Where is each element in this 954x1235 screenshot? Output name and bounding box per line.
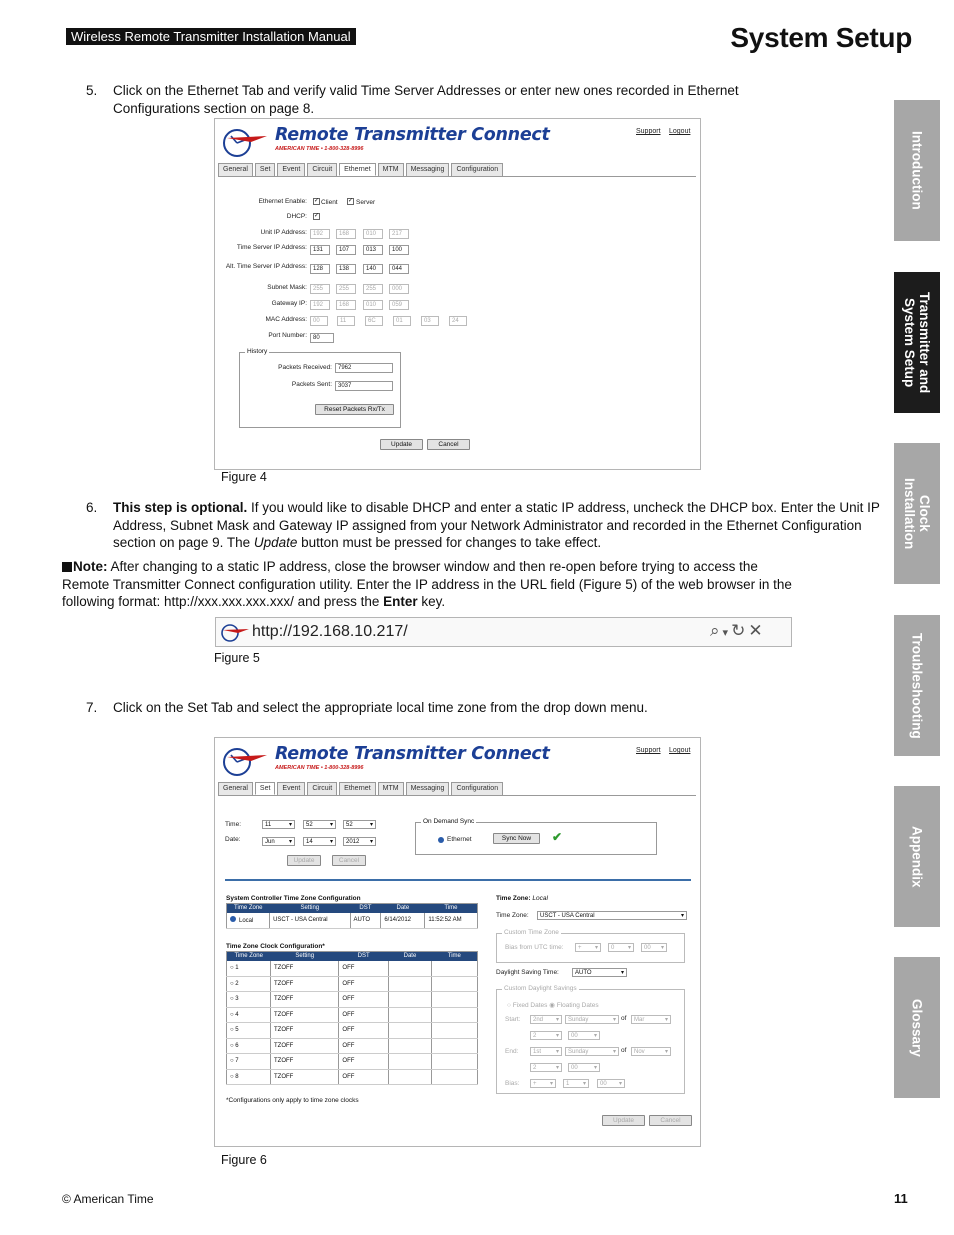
subnet-mask-octet-4[interactable]: 000 [389,284,409,294]
packets-sent-value: 3037 [335,381,393,391]
history-group [239,348,401,428]
sctz-table: Time Zone Setting DST Date Time Local USCT - USA Central AUTO 6/14/2012 11:52:52 AM [226,903,478,929]
step-7-number: 7. [86,700,98,715]
tab-event[interactable]: Event [277,782,305,795]
date-label: Date: [225,836,241,843]
table-row[interactable]: ○ 6 TZOFF OFF [227,1038,478,1054]
end-label: End: [505,1048,519,1055]
browser-controls [710,621,766,641]
tz-cancel-button[interactable]: Cancel [649,1115,692,1126]
sctz-title: System Controller Time Zone Configuration [226,895,361,902]
subnet-mask-label: Subnet Mask: [267,284,307,291]
mac-byte-4: 01 [393,316,411,326]
figure-5-caption: Figure 5 [214,651,260,665]
support-link[interactable]: Support [636,128,661,135]
port-number-label: Port Number: [268,332,307,339]
tab-configuration[interactable]: Configuration [451,782,503,795]
packets-sent-label: Packets Sent: [291,381,332,388]
start-hour-select[interactable]: 2 ▾ [530,1031,562,1040]
ethernet-enable-label: Ethernet Enable: [258,198,307,205]
alt-time-server-ip-octet-1[interactable]: 128 [310,264,330,274]
alt-time-server-ip-label: Alt. Time Server IP Address: [225,263,307,270]
american-time-logo-icon [220,621,250,643]
bias-minutes-select[interactable]: 00 ▾ [641,943,667,952]
time-server-ip-octet-4[interactable]: 100 [389,245,409,255]
tab-configuration[interactable]: Configuration [451,163,503,176]
bias-hours-select[interactable]: 0 ▾ [608,943,634,952]
gateway-ip-octet-2[interactable]: 168 [336,300,356,310]
mac-byte-5: 03 [421,316,439,326]
checkmark-icon: ✔ [552,830,563,844]
second-select[interactable]: 52 ▾ [343,820,376,829]
tzc-table: Time Zone Setting DST Date Time ○ 1 TZOFF OFF ○ 2 TZOFF OFF ○ 3 TZOFF OFF ○ 4 TZOFF OFF ○ 5 TZOFF OFF ○ 6 TZOFF OFF ○ 7 TZOFF OFF ○ 8 TZOFF OFF [226,951,478,1085]
tab-mtm[interactable]: MTM [378,163,404,176]
year-select[interactable]: 2012 ▾ [343,837,376,846]
unit-ip-octet-2[interactable]: 168 [336,229,356,239]
step-6-text: This step is optional. If you would like to disable DHCP and enter a static IP address, uncheck the DHCP box. Enter the Unit IP Address, Subnet Mask and Gateway IP assigned from your Network Administrator and recorded in the Ethernet Configuration section on page 9. The Update button must be pressed for changes to take effect. [113,500,880,550]
american-time-logo-icon [221,743,269,779]
app-logo-text: Remote Transmitter Connect [275,744,550,764]
dhcp-checkbox[interactable]: ✓ [314,213,320,219]
tab-messaging[interactable]: Messaging [406,163,450,176]
dst-bias-hours-select[interactable]: 1 ▾ [563,1079,589,1088]
table-row[interactable]: ○ 1 TZOFF OFF [227,961,478,977]
gateway-ip-octet-1[interactable]: 192 [310,300,330,310]
end-day-select[interactable]: Sunday ▾ [565,1047,619,1056]
dhcp-label: DHCP: [286,213,307,220]
mac-byte-6: 24 [449,316,467,326]
reset-packets-button[interactable]: Reset Packets Rx/Tx [315,404,394,415]
on-demand-sync-legend: On Demand Sync [423,818,475,825]
custom-time-zone-legend: Custom Time Zone [504,929,559,936]
table-row[interactable]: Local USCT - USA Central AUTO 6/14/2012 11:52:52 AM [227,913,478,929]
time-server-ip-octet-1[interactable]: 131 [310,245,330,255]
mac-address-label: MAC Address: [265,316,307,323]
start-minute-select[interactable]: 00 ▾ [568,1031,600,1040]
footnote: *Configurations only apply to time zone clocks [226,1097,359,1104]
tab-general[interactable]: General [218,782,253,795]
mac-byte-1: 00 [310,316,328,326]
time-label: Time: [225,821,242,828]
packets-received-label: Packets Received: [278,364,332,371]
page-number: 11 [894,1191,908,1206]
figure-6-caption: Figure 6 [221,1153,267,1167]
table-row[interactable]: ○ 8 TZOFF OFF [227,1069,478,1085]
minute-select[interactable]: 52 ▾ [303,820,336,829]
subnet-mask-octet-1[interactable]: 255 [310,284,330,294]
history-legend: History [247,348,268,355]
tab-event[interactable]: Event [277,163,305,176]
tab-general[interactable]: General [218,163,253,176]
hour-select[interactable]: 11 ▾ [262,820,295,829]
bias-sign-select[interactable]: + ▾ [575,943,601,952]
table-row[interactable]: ○ 5 TZOFF OFF [227,1023,478,1039]
side-tab-troubleshooting[interactable]: Troubleshooting [894,615,940,756]
custom-dst-legend: Custom Daylight Savings [504,985,577,992]
bias-utc-label: Bias from UTC time: [505,944,564,951]
refresh-icon[interactable]: ↻ [731,621,749,640]
table-row[interactable]: ○ 4 TZOFF OFF [227,1007,478,1023]
bias-label: Bias: [505,1080,520,1087]
radio-selected-icon[interactable] [230,916,236,922]
app-logo-phone: AMERICAN TIME • 1-800-328-8996 [275,765,364,771]
tz-label: Time Zone: [496,912,529,919]
side-tab-introduction[interactable]: Introduction [894,100,940,241]
dst-bias-minutes-select[interactable]: 00 ▾ [597,1079,625,1088]
client-checkbox[interactable]: ✓ [314,198,320,204]
unit-ip-octet-3[interactable]: 010 [363,229,383,239]
mac-byte-2: 11 [337,316,355,326]
client-label: Client [321,199,338,206]
subnet-mask-octet-3[interactable]: 255 [363,284,383,294]
app-logo-text: Remote Transmitter Connect [275,125,550,145]
tzc-title: Time Zone Clock Configuration* [226,943,325,950]
time-zone-select[interactable]: USCT - USA Central ▾ [537,911,687,920]
packets-received-value: 7962 [335,363,393,373]
logout-link[interactable]: Logout [669,128,691,135]
end-month-select[interactable]: Nov ▾ [631,1047,671,1056]
step-5-number: 5. [86,83,98,98]
sync-now-button[interactable]: Sync Now [493,833,540,844]
time-server-ip-octet-2[interactable]: 107 [336,245,356,255]
side-tab-clock-installation[interactable]: Clock Installation [894,443,940,584]
on-demand-sync-group [415,818,657,855]
side-tab-appendix[interactable]: Appendix [894,786,940,927]
dst-select[interactable]: AUTO ▾ [572,968,627,977]
step-7-text: Click on the Set Tab and select the appropriate local time zone from the drop down menu. [113,700,648,715]
end-week-select[interactable]: 1st ▾ [530,1047,562,1056]
start-week-select[interactable]: 2nd ▾ [530,1015,562,1024]
unit-ip-label: Unit IP Address: [260,229,307,236]
gateway-ip-label: Gateway IP: [271,300,307,307]
day-select[interactable]: 14 ▾ [303,837,336,846]
port-number-input[interactable]: 80 [310,333,334,343]
start-of-label: of [621,1015,627,1022]
ethernet-radio-label: Ethernet [447,836,472,843]
note-square-icon [62,562,72,572]
copyright: © American Time [62,1192,154,1206]
step-6-number: 6. [86,500,98,515]
note-paragraph: Note: After changing to a static IP address, close the browser window and then re-open before trying to access the Remote Transmitter Connect configuration utility. Enter the IP address in the URL field (Figure 5) of the web browser in the following format: http://xxx.xxx.xxx.xxx/ and press the Enter key. [62,559,792,609]
start-label: Start: [505,1016,521,1023]
mac-byte-3: 6C [365,316,383,326]
american-time-logo-icon [221,124,269,160]
section-title: System Setup [730,22,912,53]
end-minute-select[interactable]: 00 ▾ [568,1063,600,1072]
tab-circuit[interactable]: Circuit [307,782,337,795]
update-button[interactable]: Update [380,439,423,450]
app-tab-bar [218,782,503,795]
figure-6-set-screen [214,737,701,1147]
dst-label: Daylight Saving Time: [496,969,559,976]
month-select[interactable]: Jun ▾ [262,837,295,846]
table-row[interactable]: ○ 3 TZOFF OFF [227,992,478,1008]
side-tab-transmitter-setup[interactable]: Transmitter and System Setup [894,272,940,413]
tz-heading: Time Zone: Local [496,895,548,902]
dst-bias-sign-select[interactable]: + ▾ [530,1079,556,1088]
tz-update-button[interactable]: Update [602,1115,645,1126]
tab-circuit[interactable]: Circuit [307,163,337,176]
start-month-select[interactable]: Mar ▾ [631,1015,671,1024]
url-field[interactable]: http://192.168.10.217/ [252,623,408,640]
alt-time-server-ip-octet-2[interactable]: 138 [336,264,356,274]
tab-set[interactable]: Set [255,782,276,795]
custom-dst-group [496,985,685,1094]
end-of-label: of [621,1047,627,1054]
step-5-text: Click on the Ethernet Tab and verify valid Time Server Addresses or enter new ones recorded in Ethernet Configurations section on page 8. [113,83,739,116]
figure-4-caption: Figure 4 [221,470,267,484]
time-server-ip-label: Time Server IP Address: [236,244,307,251]
tab-set[interactable]: Set [255,163,276,176]
server-label: Server [356,199,376,206]
table-row[interactable]: ○ 7 TZOFF OFF [227,1054,478,1070]
cancel-button[interactable]: Cancel [427,439,470,450]
server-checkbox[interactable]: ✓ [348,198,354,204]
alt-time-server-ip-octet-3[interactable]: 140 [363,264,383,274]
app-logo-phone: AMERICAN TIME • 1-800-328-8996 [275,146,364,152]
unit-ip-octet-4[interactable]: 217 [389,229,409,239]
set-cancel-button[interactable]: Cancel [332,855,366,866]
figure-4-ethernet-screen [214,118,701,470]
time-server-ip-octet-3[interactable]: 013 [363,245,383,255]
gateway-ip-octet-3[interactable]: 010 [363,300,383,310]
close-icon[interactable]: ✕ [748,621,766,640]
alt-time-server-ip-octet-4[interactable]: 044 [389,264,409,274]
unit-ip-octet-1[interactable]: 192 [310,229,330,239]
custom-time-zone-group [496,929,685,963]
app-tab-bar [218,163,503,176]
end-hour-select[interactable]: 2 ▾ [530,1063,562,1072]
table-row[interactable]: ○ 2 TZOFF OFF [227,976,478,992]
logout-link[interactable]: Logout [669,747,691,754]
dropdown-icon[interactable]: ▾ [722,627,732,639]
manual-title: Wireless Remote Transmitter Installation Manual [66,28,356,45]
subnet-mask-octet-2[interactable]: 255 [336,284,356,294]
tab-mtm[interactable]: MTM [378,782,404,795]
search-icon[interactable]: ⌕ [710,621,723,640]
set-update-button[interactable]: Update [287,855,321,866]
side-tab-glossary[interactable]: Glossary [894,957,940,1098]
fixed-floating-radios[interactable]: ○ Fixed Dates ◉ Floating Dates [507,1002,599,1009]
support-link[interactable]: Support [636,747,661,754]
gateway-ip-octet-4[interactable]: 059 [389,300,409,310]
ethernet-radio[interactable] [438,837,444,843]
tab-messaging[interactable]: Messaging [406,782,450,795]
tab-ethernet[interactable]: Ethernet [339,163,375,176]
start-day-select[interactable]: Sunday ▾ [565,1015,619,1024]
figure-5-url-bar [215,617,792,647]
tab-ethernet[interactable]: Ethernet [339,782,375,795]
